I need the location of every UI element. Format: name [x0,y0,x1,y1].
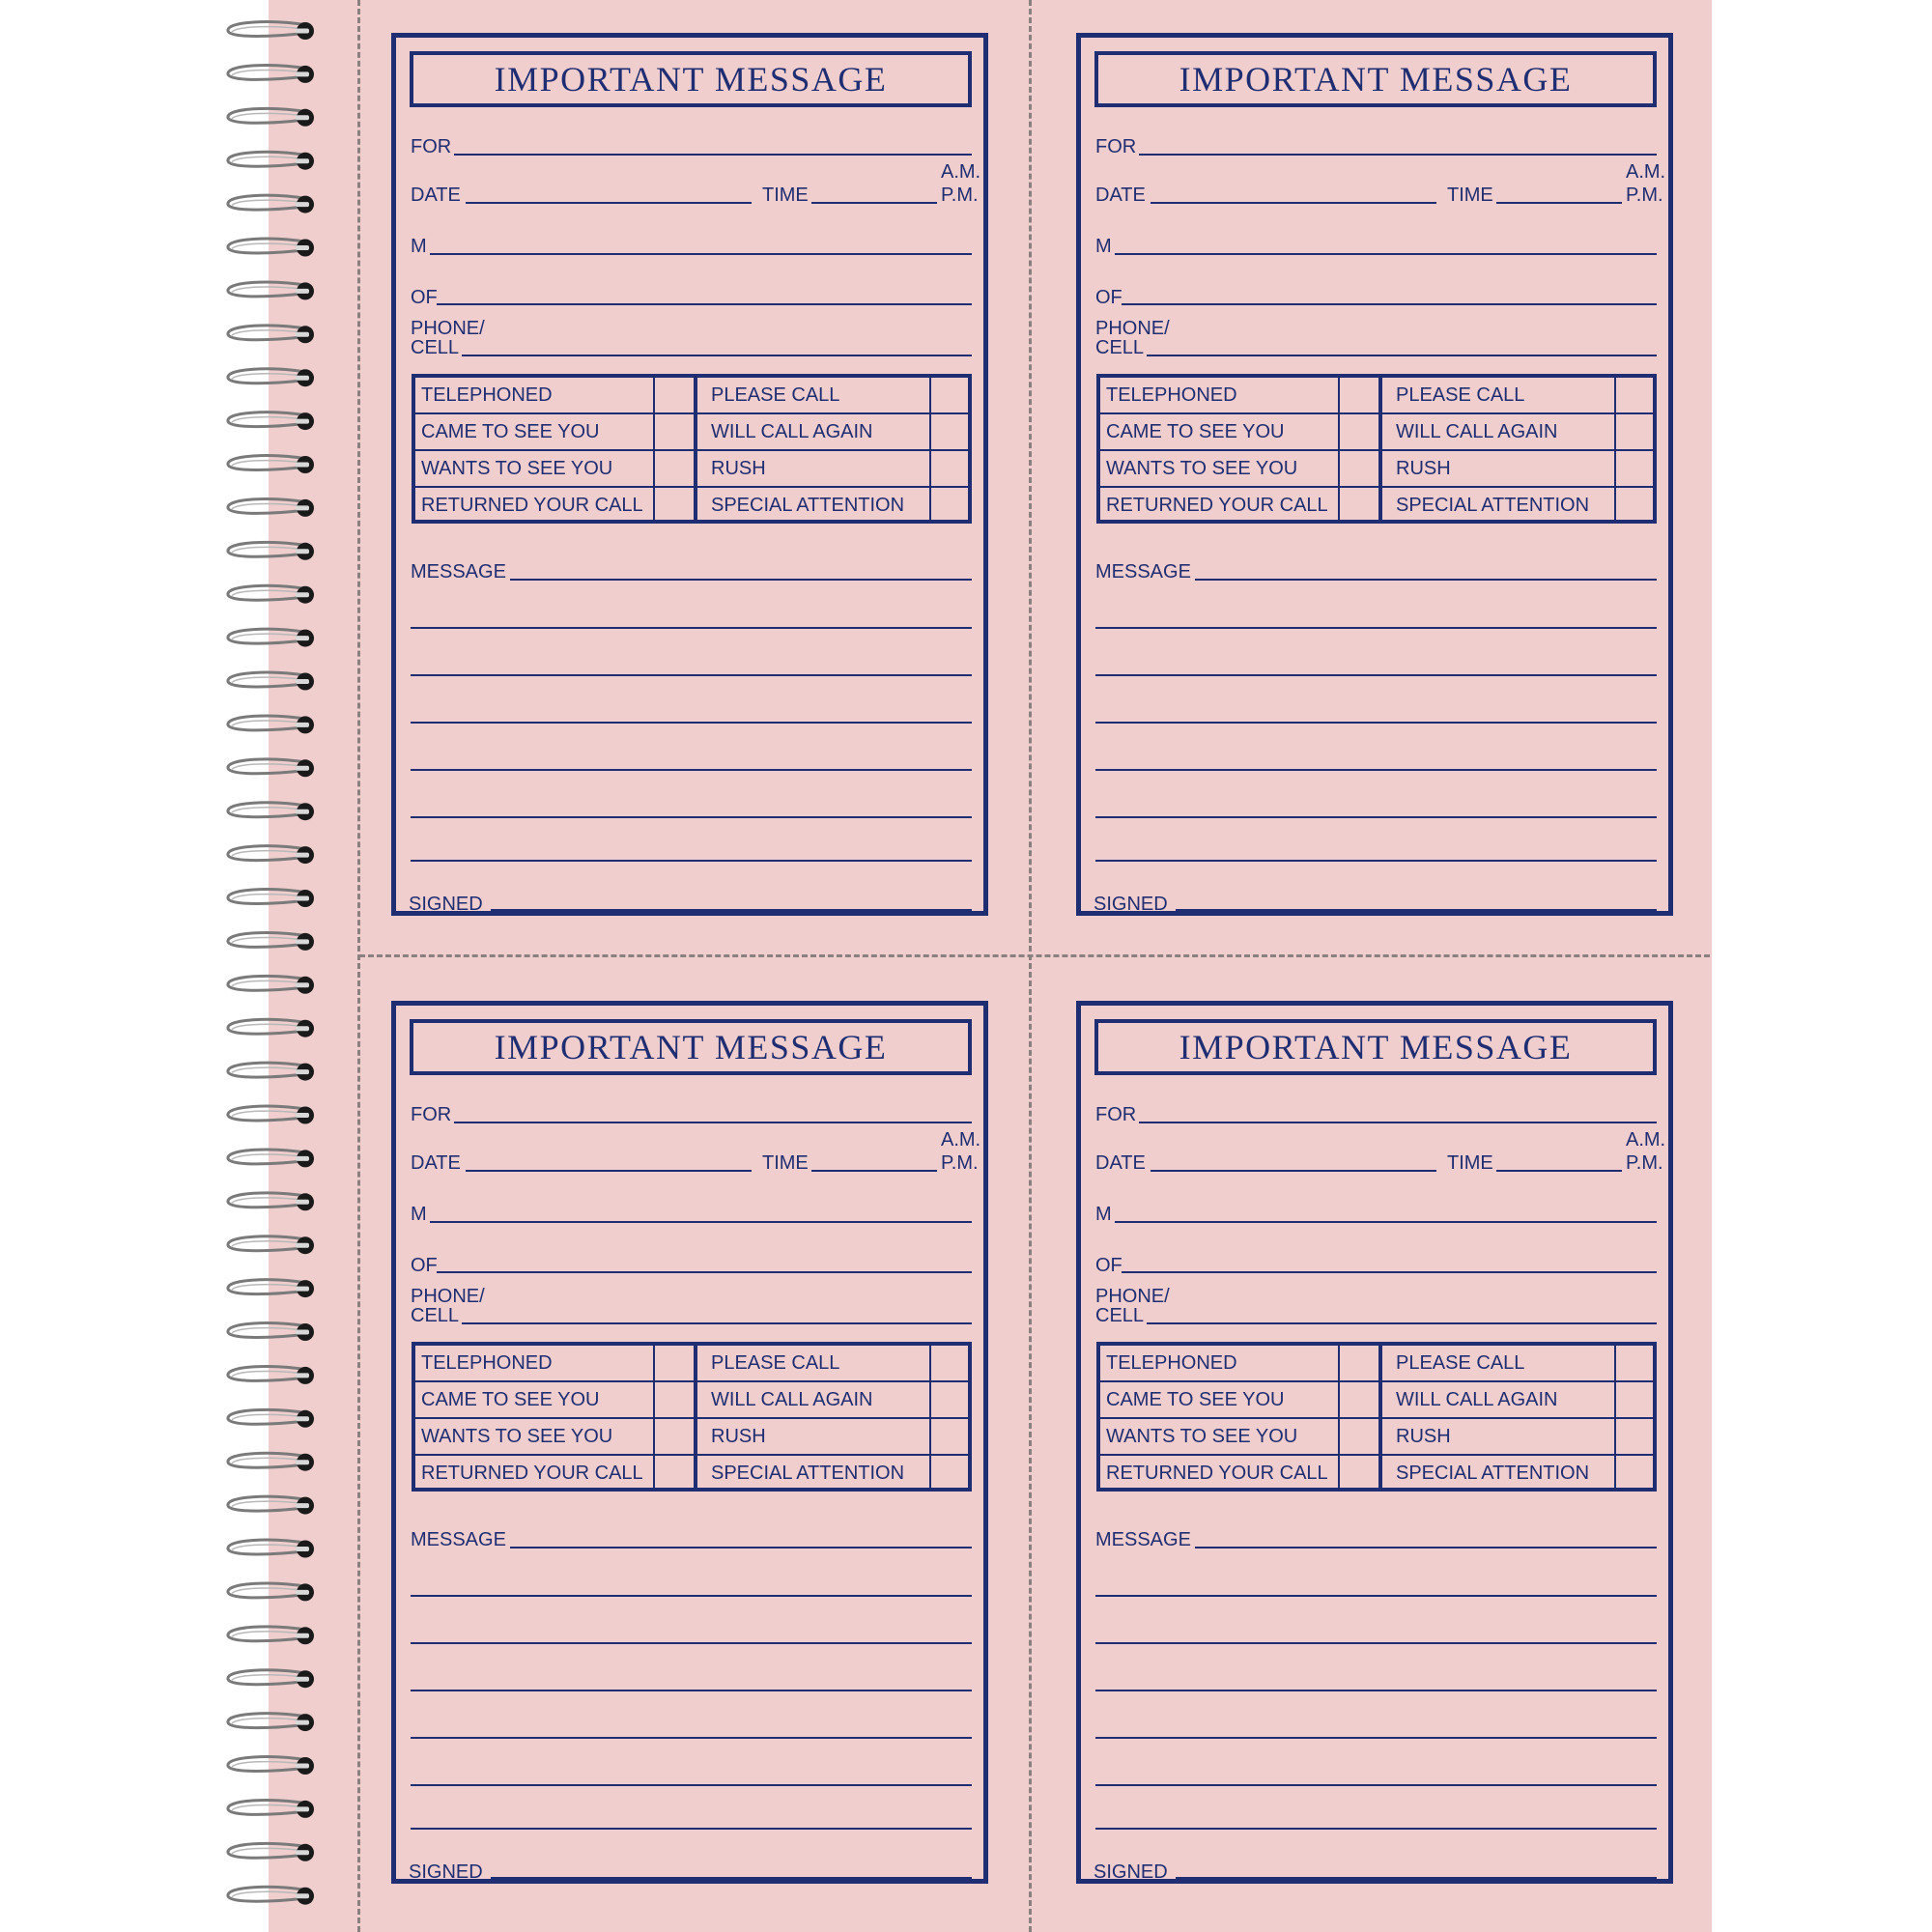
spiral-binding-coil-icon [228,1627,314,1644]
special-attention-label: SPECIAL ATTENTION [711,1463,905,1484]
checkbox-grid [1096,1342,1657,1492]
telephoned-checkbox-divider [1338,378,1340,520]
please-call-checkbox-divider [1614,1346,1616,1488]
message-line[interactable] [1095,816,1657,818]
spiral-binding-coil-icon [228,66,314,83]
m-field[interactable] [430,1221,972,1223]
for-label: FOR [411,1104,452,1125]
message-line[interactable] [1095,627,1657,629]
please-call-label: PLEASE CALL [1396,1352,1525,1374]
signed-field[interactable] [1176,909,1657,911]
date-label: DATE [411,185,461,206]
phone-label: PHONE/ [1095,318,1170,339]
am-label: A.M. [941,1129,981,1151]
date-field[interactable] [1151,202,1436,204]
message-line[interactable] [1095,1690,1657,1691]
spiral-binding-coil-icon [228,933,314,951]
spiral-binding-coil-icon [228,1801,314,1818]
of-label: OF [1095,287,1122,308]
grid-column-divider [1378,378,1382,520]
grid-row-divider [415,1417,968,1419]
am-label: A.M. [1626,161,1666,183]
pm-label: P.M. [941,1152,979,1174]
signed-label: SIGNED [409,1861,483,1883]
grid-row-divider [415,449,968,451]
date-field[interactable] [466,202,752,204]
message-line[interactable] [1095,769,1657,771]
telephoned-checkbox-divider [653,1346,655,1488]
for-field[interactable] [454,154,972,156]
message-label: MESSAGE [1095,561,1191,582]
message-line[interactable] [411,627,972,629]
message-line[interactable] [1095,722,1657,724]
spiral-binding-coil-icon [228,369,314,386]
cell-label: CELL [1095,337,1145,358]
date-label: DATE [1095,1152,1146,1174]
message-line[interactable] [1095,1828,1657,1830]
cell-label: CELL [1095,1305,1145,1326]
of-label: OF [411,1255,438,1276]
time-field[interactable] [811,202,937,204]
m-field[interactable] [430,253,972,255]
signed-field[interactable] [491,909,972,911]
telephoned-label: TELEPHONED [421,1352,553,1374]
telephoned-label: TELEPHONED [421,384,553,406]
please-call-checkbox-divider [1614,378,1616,520]
cell-label: CELL [411,337,460,358]
message-line[interactable] [1195,579,1657,581]
spiral-binding-coil-icon [228,1106,314,1123]
message-line[interactable] [411,1828,972,1830]
came-to-see-you-label: CAME TO SEE YOU [421,1389,600,1410]
date-field[interactable] [466,1170,752,1172]
spiral-binding-coil-icon [228,1150,314,1167]
spiral-binding-coil-icon [228,1670,314,1688]
checkbox-grid [1096,374,1657,524]
message-line[interactable] [1095,1595,1657,1597]
phone-cell-field[interactable] [462,1322,972,1324]
slip-title: IMPORTANT MESSAGE [1094,1019,1657,1075]
perforation-horizontal [359,954,1710,957]
grid-row-divider [1100,1454,1653,1456]
pm-label: P.M. [941,185,979,206]
checkbox-grid [412,374,972,524]
message-label: MESSAGE [411,1529,506,1550]
am-label: A.M. [1626,1129,1666,1151]
returned-your-call-label: RETURNED YOUR CALL [421,1463,643,1484]
spiral-binding-coil-icon [228,239,314,256]
spiral-binding-coil-icon [228,152,314,169]
spiral-binding-coil-icon [228,1714,314,1731]
spiral-binding-coil-icon [228,412,314,430]
message-label: MESSAGE [1095,1529,1191,1550]
telephoned-label: TELEPHONED [1106,1352,1237,1374]
spiral-binding-coil-icon [228,803,314,820]
grid-row-divider [415,1380,968,1382]
came-to-see-you-label: CAME TO SEE YOU [1106,421,1285,442]
phone-label: PHONE/ [411,318,485,339]
message-line[interactable] [1095,860,1657,862]
message-slip-top-right [1076,33,1673,916]
grid-row-divider [1100,449,1653,451]
for-label: FOR [1095,136,1137,157]
slip-title: IMPORTANT MESSAGE [1094,51,1657,107]
time-field[interactable] [1496,1170,1622,1172]
message-slip-bottom-left [391,1001,988,1884]
will-call-again-label: WILL CALL AGAIN [1396,421,1558,442]
grid-row-divider [1100,486,1653,488]
signed-label: SIGNED [409,894,483,915]
grid-column-divider [694,1346,697,1488]
spiral-binding-coil-icon [228,629,314,646]
message-line[interactable] [1095,1784,1657,1786]
returned-your-call-label: RETURNED YOUR CALL [1106,1463,1328,1484]
time-field[interactable] [811,1170,937,1172]
of-field[interactable] [1122,303,1657,305]
spiral-binding-coil-icon [228,1496,314,1514]
spiral-binding-coil-icon [228,1323,314,1341]
pm-label: P.M. [1626,185,1663,206]
spiral-binding-coil-icon [228,1843,314,1861]
date-label: DATE [411,1152,461,1174]
rush-label: RUSH [1396,1426,1451,1447]
rush-label: RUSH [711,1426,766,1447]
spiral-binding-coil-icon [228,846,314,864]
spiral-binding-coil-icon [228,499,314,517]
telephoned-checkbox-divider [1338,1346,1340,1488]
date-label: DATE [1095,185,1146,206]
wants-to-see-you-label: WANTS TO SEE YOU [1106,458,1298,479]
slip-title: IMPORTANT MESSAGE [410,51,972,107]
grid-row-divider [415,486,968,488]
message-line[interactable] [411,1642,972,1644]
cell-label: CELL [411,1305,460,1326]
message-label: MESSAGE [411,561,506,582]
slip-title: IMPORTANT MESSAGE [410,1019,972,1075]
m-label: M [411,1204,427,1225]
spiral-binding-coil-icon [228,1280,314,1297]
of-field[interactable] [1122,1271,1657,1273]
rush-label: RUSH [711,458,766,479]
time-label: TIME [762,1152,809,1174]
phone-label: PHONE/ [411,1286,485,1307]
grid-row-divider [1100,1417,1653,1419]
grid-row-divider [1100,412,1653,414]
message-line[interactable] [411,722,972,724]
telephoned-checkbox-divider [653,378,655,520]
message-line[interactable] [510,1547,972,1548]
message-line[interactable] [411,1690,972,1691]
message-slip-top-left [391,33,988,916]
spiral-binding-coil-icon [228,1063,314,1080]
spiral-binding-coil-icon [228,759,314,777]
rush-label: RUSH [1396,458,1451,479]
telephoned-label: TELEPHONED [1106,384,1237,406]
m-label: M [411,236,427,257]
time-label: TIME [762,185,809,206]
returned-your-call-label: RETURNED YOUR CALL [421,495,643,516]
spiral-binding-coil-icon [228,1409,314,1427]
date-field[interactable] [1151,1170,1436,1172]
time-field[interactable] [1496,202,1622,204]
spiral-binding-coil-icon [228,542,314,559]
spiral-binding-coil-icon [228,1887,314,1904]
spiral-binding-coil-icon [228,890,314,907]
came-to-see-you-label: CAME TO SEE YOU [1106,1389,1285,1410]
will-call-again-label: WILL CALL AGAIN [711,421,873,442]
special-attention-label: SPECIAL ATTENTION [1396,1463,1590,1484]
message-line[interactable] [411,769,972,771]
signed-field[interactable] [491,1877,972,1879]
spiral-binding-coil-icon [228,1453,314,1470]
spiral-binding-coil-icon [228,716,314,733]
message-line[interactable] [411,816,972,818]
spiral-binding-coil-icon [228,1583,314,1601]
spiral-binding-coil-icon [228,1367,314,1384]
grid-row-divider [415,1454,968,1456]
am-label: A.M. [941,161,981,183]
grid-row-divider [415,412,968,414]
spiral-binding-coil-icon [228,976,314,993]
special-attention-label: SPECIAL ATTENTION [711,495,905,516]
perforation-left [357,0,360,1932]
m-label: M [1095,236,1112,257]
spiral-binding-coil-icon [228,456,314,473]
message-line[interactable] [411,1595,972,1597]
spiral-binding-coil-icon [228,1540,314,1557]
spiral-binding-coil-icon [228,1019,314,1037]
signed-label: SIGNED [1094,1861,1168,1883]
message-line[interactable] [411,860,972,862]
message-slip-bottom-right [1076,1001,1673,1884]
message-line[interactable] [1095,1642,1657,1644]
for-label: FOR [1095,1104,1137,1125]
for-field[interactable] [1139,154,1657,156]
wants-to-see-you-label: WANTS TO SEE YOU [421,458,613,479]
signed-label: SIGNED [1094,894,1168,915]
please-call-label: PLEASE CALL [1396,384,1525,406]
for-field[interactable] [1139,1122,1657,1123]
grid-column-divider [694,378,697,520]
will-call-again-label: WILL CALL AGAIN [1396,1389,1558,1410]
special-attention-label: SPECIAL ATTENTION [1396,495,1590,516]
spiral-binding-coil-icon [228,1193,314,1210]
message-line[interactable] [1095,674,1657,676]
spiral-binding-coil-icon [228,1757,314,1775]
phone-cell-field[interactable] [462,355,972,356]
phone-cell-field[interactable] [1147,1322,1657,1324]
please-call-checkbox-divider [929,378,931,520]
of-label: OF [1095,1255,1122,1276]
will-call-again-label: WILL CALL AGAIN [711,1389,873,1410]
returned-your-call-label: RETURNED YOUR CALL [1106,495,1328,516]
message-line[interactable] [510,579,972,581]
message-line[interactable] [1195,1547,1657,1548]
pm-label: P.M. [1626,1152,1663,1174]
m-field[interactable] [1115,253,1657,255]
checkbox-grid [412,1342,972,1492]
wants-to-see-you-label: WANTS TO SEE YOU [1106,1426,1298,1447]
phone-label: PHONE/ [1095,1286,1170,1307]
came-to-see-you-label: CAME TO SEE YOU [421,421,600,442]
message-line[interactable] [411,1737,972,1739]
spiral-binding-coil-icon [228,22,314,40]
spiral-binding-coil-icon [228,326,314,343]
please-call-checkbox-divider [929,1346,931,1488]
spiral-binding-coil-icon [228,108,314,126]
message-line[interactable] [411,1784,972,1786]
spiral-binding-coil-icon [228,195,314,213]
for-label: FOR [411,136,452,157]
grid-row-divider [1100,1380,1653,1382]
of-label: OF [411,287,438,308]
spiral-binding-coil-icon [228,585,314,603]
of-field[interactable] [437,303,972,305]
spiral-binding [218,0,325,1932]
m-label: M [1095,1204,1112,1225]
of-field[interactable] [437,1271,972,1273]
m-field[interactable] [1115,1221,1657,1223]
wants-to-see-you-label: WANTS TO SEE YOU [421,1426,613,1447]
time-label: TIME [1447,1152,1493,1174]
please-call-label: PLEASE CALL [711,384,840,406]
spiral-binding-coil-icon [228,672,314,690]
time-label: TIME [1447,185,1493,206]
phone-cell-field[interactable] [1147,355,1657,356]
spiral-binding-coil-icon [228,1236,314,1254]
message-line[interactable] [1095,1737,1657,1739]
spiral-binding-coil-icon [228,282,314,299]
grid-column-divider [1378,1346,1382,1488]
for-field[interactable] [454,1122,972,1123]
message-line[interactable] [411,674,972,676]
please-call-label: PLEASE CALL [711,1352,840,1374]
signed-field[interactable] [1176,1877,1657,1879]
perforation-center [1029,0,1032,1932]
